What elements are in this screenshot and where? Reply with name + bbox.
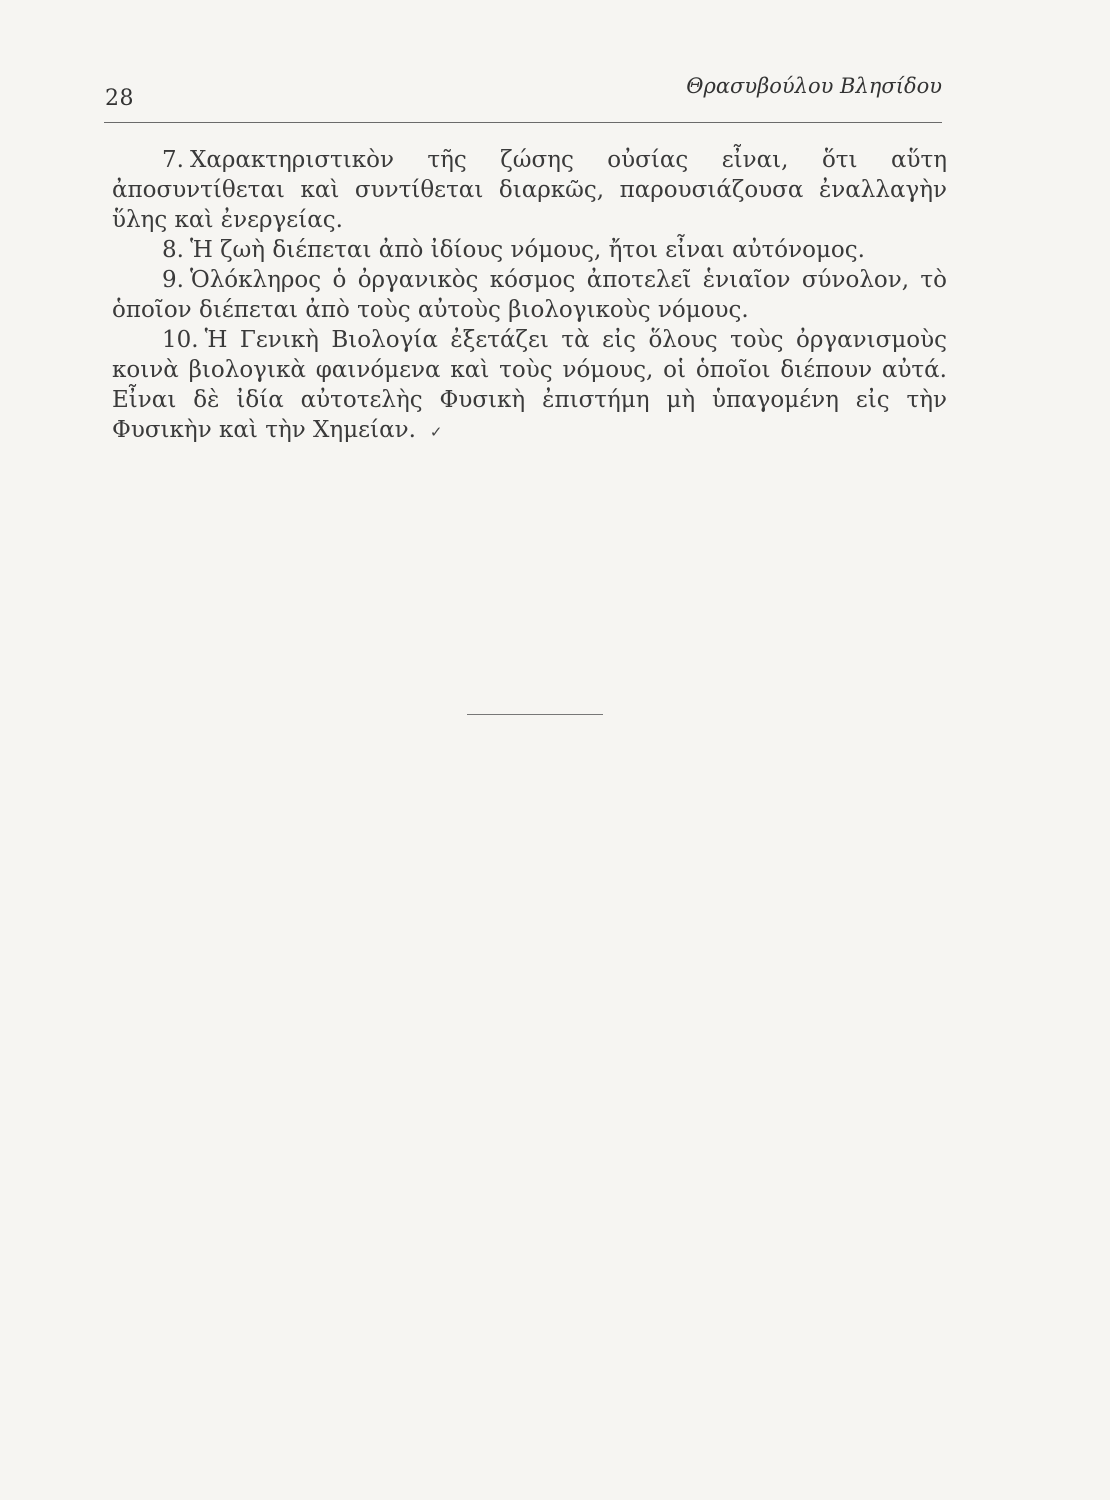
body-text — [112, 145, 947, 447]
paragraph-9 — [112, 265, 947, 325]
paragraph-8 — [112, 235, 947, 265]
check-mark-icon: ✓ — [429, 423, 443, 441]
paragraph-text: Ὁλόκληρος ὁ ὀργανικὸς κόσμος ἀποτελεῖ ἑνιαῖον σύνολον, τὸ ὁποῖον διέπεται ἀπὸ τοὺς αὐτοὺς βιολογικοὺς νόμους. — [112, 267, 947, 323]
paragraph-number: 9. — [162, 267, 184, 293]
paragraph-10 — [112, 325, 947, 447]
page-number: 28 — [105, 86, 134, 111]
paragraph-number: 10. — [162, 327, 199, 353]
header-rule — [104, 122, 942, 123]
paragraph-number: 7. — [162, 147, 184, 173]
section-divider — [467, 714, 603, 715]
paragraph-text: Χαρακτηριστικὸν τῆς ζώσης οὐσίας εἶναι, ὅτι αὕτη ἀποσυντίθεται καὶ συντίθεται διαρκῶς, παρουσιάζουσα ἐναλλαγὴν ὕλης καὶ ἐνεργείας. — [112, 147, 947, 233]
paragraph-text: Ἡ ζωὴ διέπεται ἀπὸ ἰδίους νόμους, ἤτοι εἶναι αὐτόνομος. — [189, 237, 865, 263]
paragraph-7 — [112, 145, 947, 235]
paragraph-text: Ἡ Γενικὴ Βιολογία ἐξετάζει τὰ εἰς ὅλους τοὺς ὀργανισμοὺς κοινὰ βιολογικὰ φαινόμενα καὶ τοὺς νόμους, οἱ ὁποῖοι διέπουν αὐτά. Εἶναι δὲ ἰδία αὐτοτελὴς Φυσικὴ ἐπιστήμη μὴ ὑπαγομένη εἰς τὴν Φυσικὴν καὶ τὴν Χημείαν. — [112, 327, 947, 443]
running-title: Θρασυβούλου Βλησίδου — [686, 74, 942, 98]
paragraph-number: 8. — [162, 237, 184, 263]
